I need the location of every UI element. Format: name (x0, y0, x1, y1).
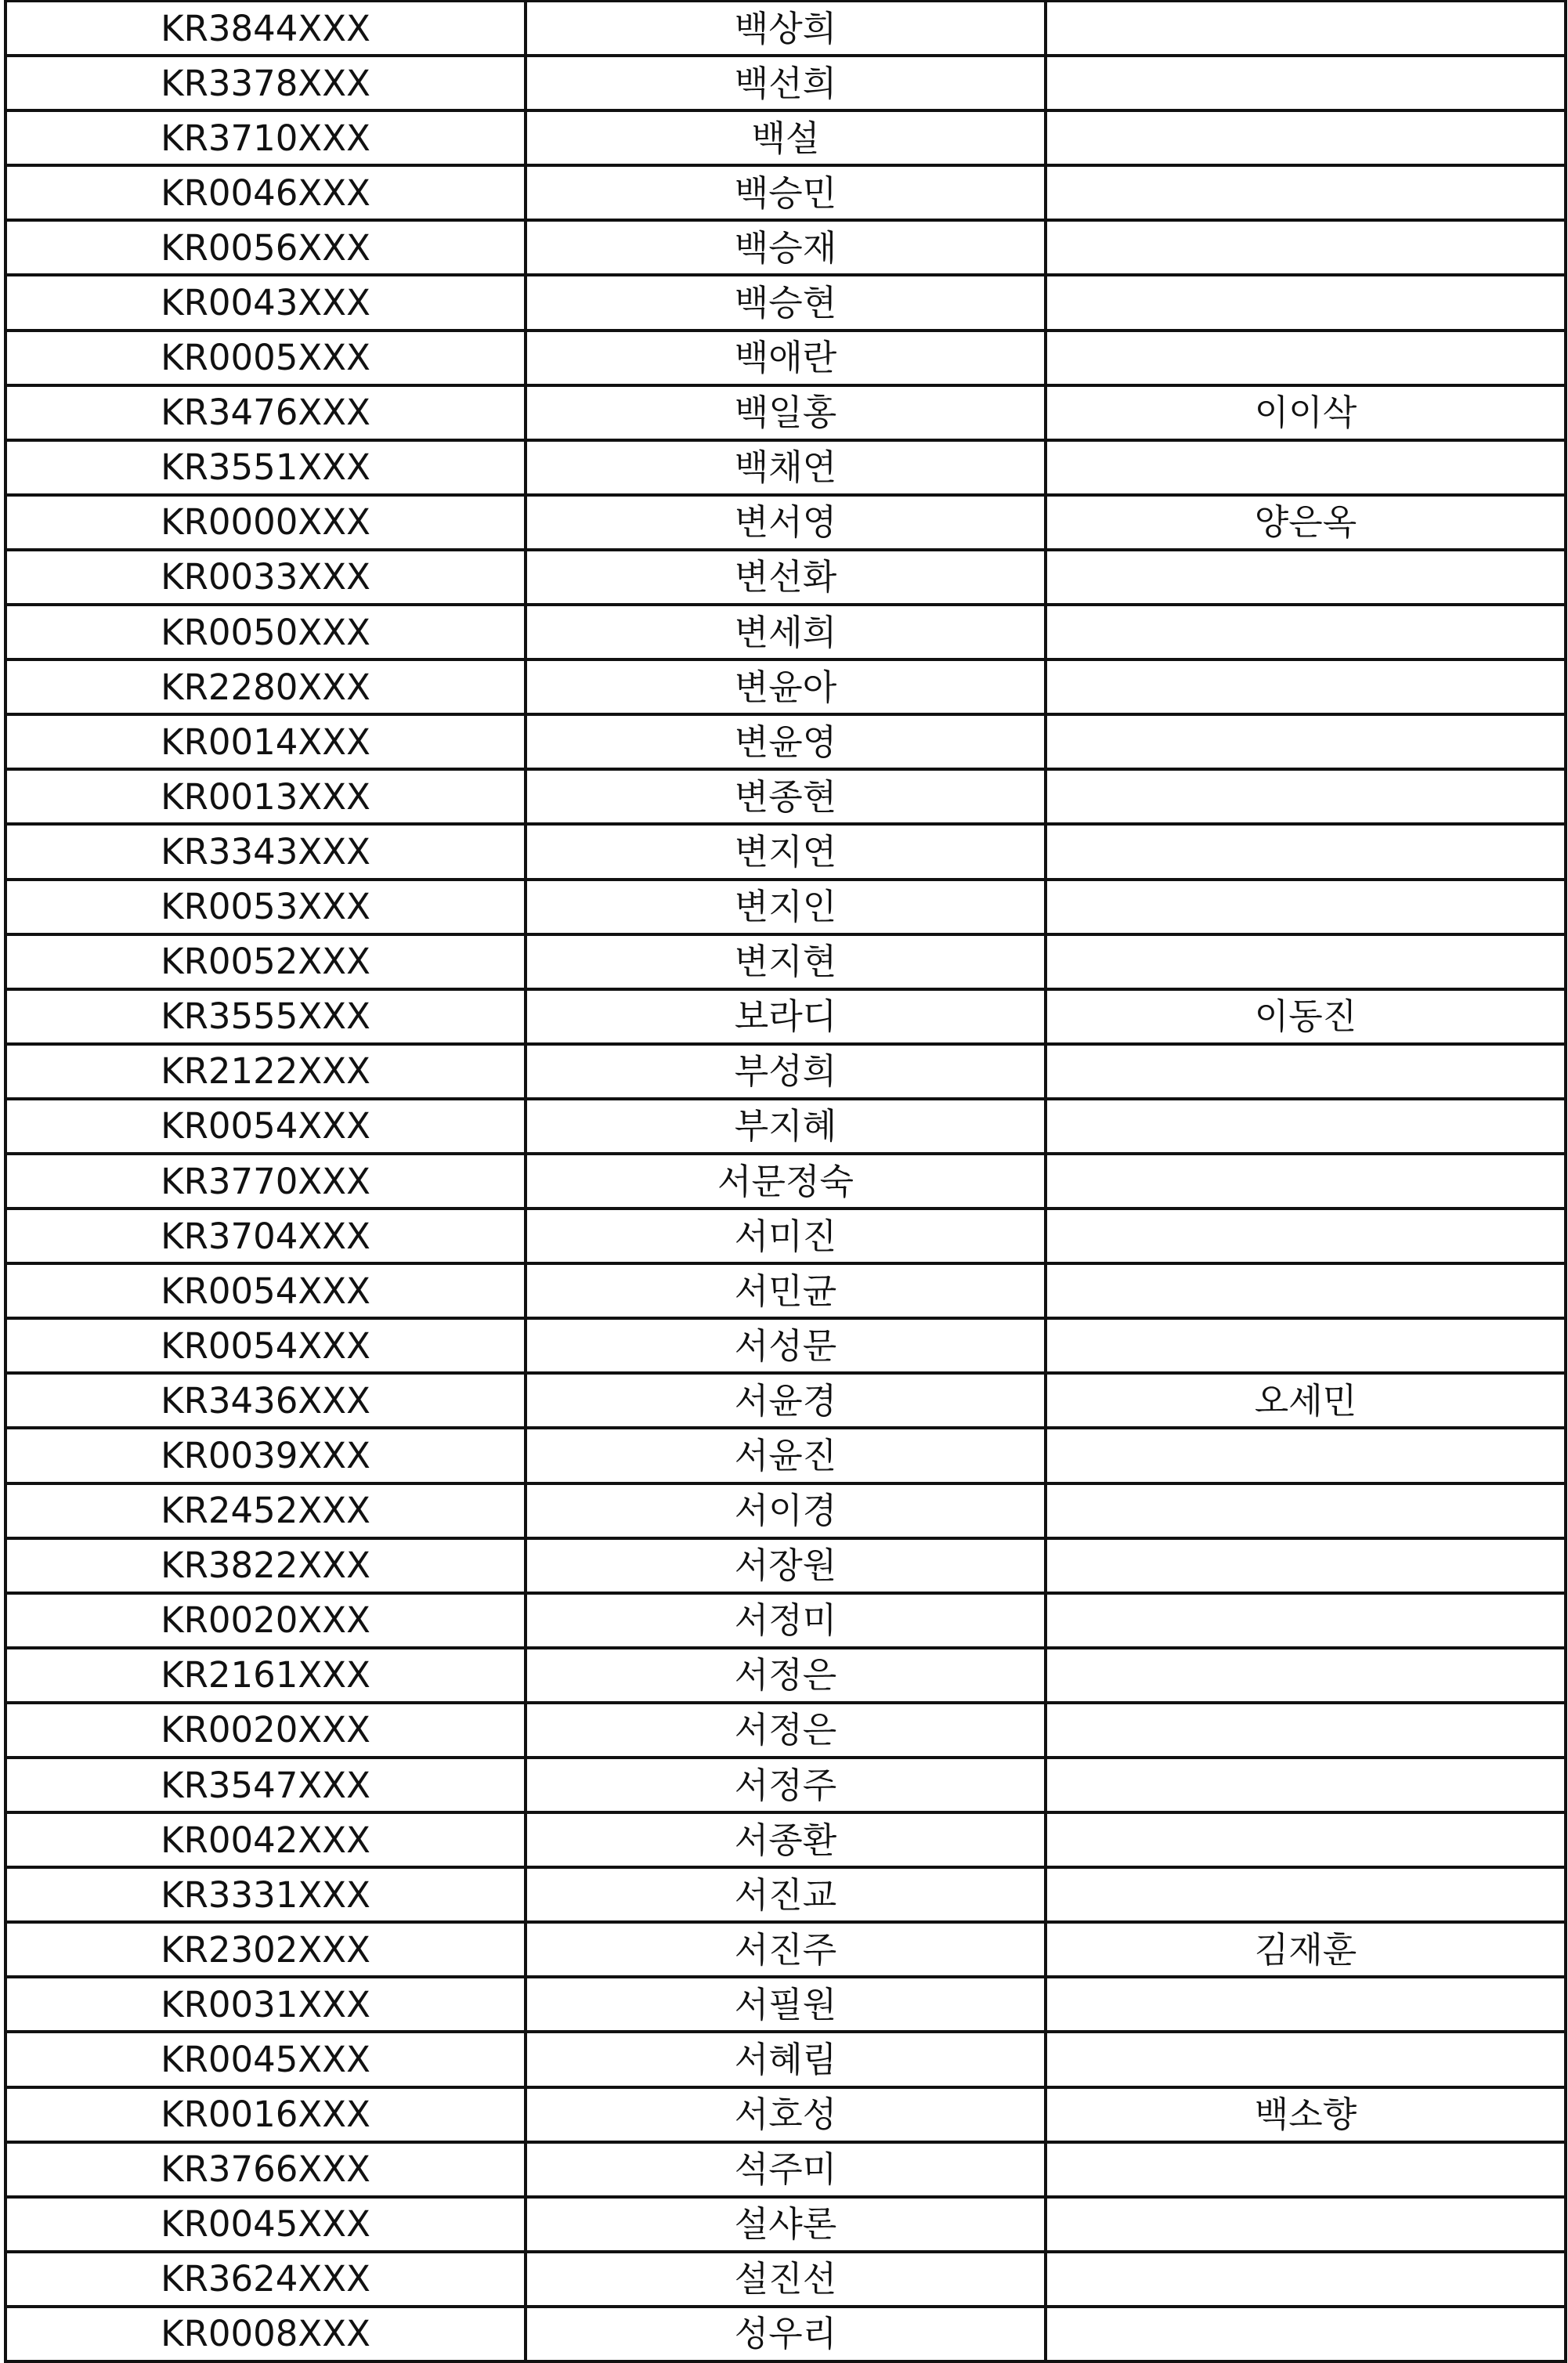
table-row (5, 1538, 1566, 1593)
table-row (5, 1483, 1566, 1538)
note-cell (1046, 1977, 1566, 2032)
member-name-cell: 서윤경 (526, 1373, 1046, 1428)
member-name-cell: 서장원 (526, 1538, 1046, 1593)
note-cell: 양은옥 (1046, 495, 1566, 550)
table-row (5, 385, 1566, 440)
member-name-cell: 백설 (526, 110, 1046, 165)
member-code-cell: KR0031XXX (5, 1977, 526, 2032)
table-row (5, 165, 1566, 220)
member-code-cell: KR3555XXX (5, 989, 526, 1044)
table-row (5, 1318, 1566, 1373)
member-name-cell: 서정주 (526, 1758, 1046, 1812)
table-row (5, 2307, 1566, 2361)
member-code-cell: KR0020XXX (5, 1593, 526, 1648)
member-name-cell: 서문정숙 (526, 1154, 1046, 1209)
table-row (5, 1867, 1566, 1922)
note-cell (1046, 714, 1566, 769)
table-row (5, 1977, 1566, 2032)
table-row (5, 2087, 1566, 2142)
table-row (5, 1648, 1566, 1703)
note-cell (1046, 880, 1566, 934)
member-name-cell: 백선희 (526, 56, 1046, 110)
table-row (5, 1428, 1566, 1483)
table-row (5, 220, 1566, 275)
note-cell (1046, 1812, 1566, 1867)
note-cell (1046, 605, 1566, 659)
member-code-cell: KR3331XXX (5, 1867, 526, 1922)
member-code-cell: KR3547XXX (5, 1758, 526, 1812)
note-cell (1046, 331, 1566, 385)
member-name-cell: 변윤아 (526, 659, 1046, 714)
member-name-cell: 서성문 (526, 1318, 1046, 1373)
note-cell (1046, 2142, 1566, 2197)
member-name-cell: 백채연 (526, 440, 1046, 495)
table-row (5, 275, 1566, 330)
member-code-cell: KR0054XXX (5, 1318, 526, 1373)
member-name-cell: 보라디 (526, 989, 1046, 1044)
table-row (5, 2142, 1566, 2197)
member-code-cell: KR0020XXX (5, 1703, 526, 1758)
note-cell (1046, 2, 1566, 56)
member-name-cell: 서민균 (526, 1263, 1046, 1318)
table-row (5, 934, 1566, 989)
member-name-cell: 백애란 (526, 331, 1046, 385)
member-code-cell: KR2302XXX (5, 1922, 526, 1977)
member-code-cell: KR3844XXX (5, 2, 526, 56)
note-cell: 오세민 (1046, 1373, 1566, 1428)
member-name-cell: 서혜림 (526, 2032, 1046, 2087)
note-cell (1046, 110, 1566, 165)
member-name-cell: 변윤영 (526, 714, 1046, 769)
note-cell (1046, 1867, 1566, 1922)
member-code-cell: KR0045XXX (5, 2032, 526, 2087)
table-row (5, 1044, 1566, 1099)
member-code-cell: KR0042XXX (5, 1812, 526, 1867)
member-name-cell: 변서영 (526, 495, 1046, 550)
member-code-cell: KR3378XXX (5, 56, 526, 110)
table-row (5, 880, 1566, 934)
member-name-cell: 부지혜 (526, 1099, 1046, 1154)
member-name-cell: 변지현 (526, 934, 1046, 989)
note-cell (1046, 1703, 1566, 1758)
note-cell (1046, 275, 1566, 330)
table-row (5, 1373, 1566, 1428)
note-cell (1046, 1263, 1566, 1318)
member-name-cell: 서진교 (526, 1867, 1046, 1922)
note-cell (1046, 2032, 1566, 2087)
member-code-cell: KR0050XXX (5, 605, 526, 659)
table-row (5, 659, 1566, 714)
table-row (5, 1812, 1566, 1867)
member-name-cell: 서종환 (526, 1812, 1046, 1867)
member-code-cell: KR3476XXX (5, 385, 526, 440)
note-cell (1046, 440, 1566, 495)
member-table-body (5, 2, 1566, 2362)
table-row (5, 550, 1566, 605)
member-name-cell: 서윤진 (526, 1428, 1046, 1483)
member-code-cell: KR2280XXX (5, 659, 526, 714)
note-cell (1046, 220, 1566, 275)
note-cell (1046, 1593, 1566, 1648)
note-cell (1046, 2197, 1566, 2252)
note-cell (1046, 56, 1566, 110)
member-code-cell: KR3624XXX (5, 2252, 526, 2307)
member-name-cell: 석주미 (526, 2142, 1046, 2197)
note-cell (1046, 1538, 1566, 1593)
table-row (5, 1758, 1566, 1812)
member-name-cell: 서미진 (526, 1209, 1046, 1263)
table-row (5, 714, 1566, 769)
member-code-cell: KR0033XXX (5, 550, 526, 605)
note-cell (1046, 2252, 1566, 2307)
member-name-cell: 부성희 (526, 1044, 1046, 1099)
member-name-cell: 백승재 (526, 220, 1046, 275)
table-row (5, 769, 1566, 824)
member-name-cell: 변종현 (526, 769, 1046, 824)
member-name-cell: 설샤론 (526, 2197, 1046, 2252)
member-code-cell: KR0008XXX (5, 2307, 526, 2361)
member-name-cell: 서이경 (526, 1483, 1046, 1538)
note-cell (1046, 1758, 1566, 1812)
note-cell (1046, 1428, 1566, 1483)
member-name-cell: 서정미 (526, 1593, 1046, 1648)
member-name-cell: 변세희 (526, 605, 1046, 659)
member-code-cell: KR3343XXX (5, 824, 526, 879)
note-cell (1046, 1483, 1566, 1538)
table-row (5, 331, 1566, 385)
member-name-cell: 설진선 (526, 2252, 1046, 2307)
note-cell (1046, 1044, 1566, 1099)
member-name-cell: 변지인 (526, 880, 1046, 934)
note-cell (1046, 934, 1566, 989)
table-row (5, 2032, 1566, 2087)
note-cell: 김재훈 (1046, 1922, 1566, 1977)
table-row (5, 440, 1566, 495)
member-code-cell: KR0043XXX (5, 275, 526, 330)
note-cell (1046, 659, 1566, 714)
note-cell (1046, 769, 1566, 824)
member-name-cell: 서정은 (526, 1703, 1046, 1758)
note-cell: 이동진 (1046, 989, 1566, 1044)
note-cell (1046, 1154, 1566, 1209)
table-row (5, 1209, 1566, 1263)
table-row (5, 989, 1566, 1044)
member-code-cell: KR0054XXX (5, 1263, 526, 1318)
member-code-cell: KR3704XXX (5, 1209, 526, 1263)
member-code-cell: KR0000XXX (5, 495, 526, 550)
note-cell (1046, 2307, 1566, 2361)
member-name-cell: 성우리 (526, 2307, 1046, 2361)
member-code-cell: KR0013XXX (5, 769, 526, 824)
table-row (5, 2197, 1566, 2252)
member-code-cell: KR0014XXX (5, 714, 526, 769)
table-row (5, 1703, 1566, 1758)
member-name-cell: 서필원 (526, 1977, 1046, 2032)
member-code-cell: KR0005XXX (5, 331, 526, 385)
member-name-cell: 변선화 (526, 550, 1046, 605)
table-row (5, 1593, 1566, 1648)
member-name-cell: 백승현 (526, 275, 1046, 330)
note-cell (1046, 1648, 1566, 1703)
note-cell (1046, 1099, 1566, 1154)
note-cell: 이이삭 (1046, 385, 1566, 440)
member-code-cell: KR0053XXX (5, 880, 526, 934)
note-cell (1046, 550, 1566, 605)
member-code-cell: KR0039XXX (5, 1428, 526, 1483)
member-name-cell: 서진주 (526, 1922, 1046, 1977)
member-table (4, 0, 1567, 2363)
table-row (5, 1099, 1566, 1154)
note-cell (1046, 165, 1566, 220)
member-name-cell: 서정은 (526, 1648, 1046, 1703)
member-name-cell: 백승민 (526, 165, 1046, 220)
table-row (5, 2, 1566, 56)
member-code-cell: KR2122XXX (5, 1044, 526, 1099)
member-code-cell: KR0016XXX (5, 2087, 526, 2142)
table-row (5, 1263, 1566, 1318)
table-row (5, 2252, 1566, 2307)
member-code-cell: KR2452XXX (5, 1483, 526, 1538)
member-code-cell: KR3551XXX (5, 440, 526, 495)
member-code-cell: KR2161XXX (5, 1648, 526, 1703)
member-name-cell: 백상희 (526, 2, 1046, 56)
member-code-cell: KR3822XXX (5, 1538, 526, 1593)
member-code-cell: KR3710XXX (5, 110, 526, 165)
table-row (5, 110, 1566, 165)
member-code-cell: KR0045XXX (5, 2197, 526, 2252)
table-row (5, 495, 1566, 550)
member-code-cell: KR3770XXX (5, 1154, 526, 1209)
table-row (5, 56, 1566, 110)
member-code-cell: KR0056XXX (5, 220, 526, 275)
document-page (4, 0, 1564, 2363)
table-row (5, 1154, 1566, 1209)
member-name-cell: 변지연 (526, 824, 1046, 879)
table-row (5, 824, 1566, 879)
note-cell (1046, 824, 1566, 879)
note-cell (1046, 1209, 1566, 1263)
member-code-cell: KR0054XXX (5, 1099, 526, 1154)
note-cell: 백소향 (1046, 2087, 1566, 2142)
note-cell (1046, 1318, 1566, 1373)
member-name-cell: 서호성 (526, 2087, 1046, 2142)
table-row (5, 605, 1566, 659)
member-name-cell: 백일홍 (526, 385, 1046, 440)
member-code-cell: KR3766XXX (5, 2142, 526, 2197)
member-code-cell: KR0052XXX (5, 934, 526, 989)
table-row (5, 1922, 1566, 1977)
member-code-cell: KR3436XXX (5, 1373, 526, 1428)
member-code-cell: KR0046XXX (5, 165, 526, 220)
